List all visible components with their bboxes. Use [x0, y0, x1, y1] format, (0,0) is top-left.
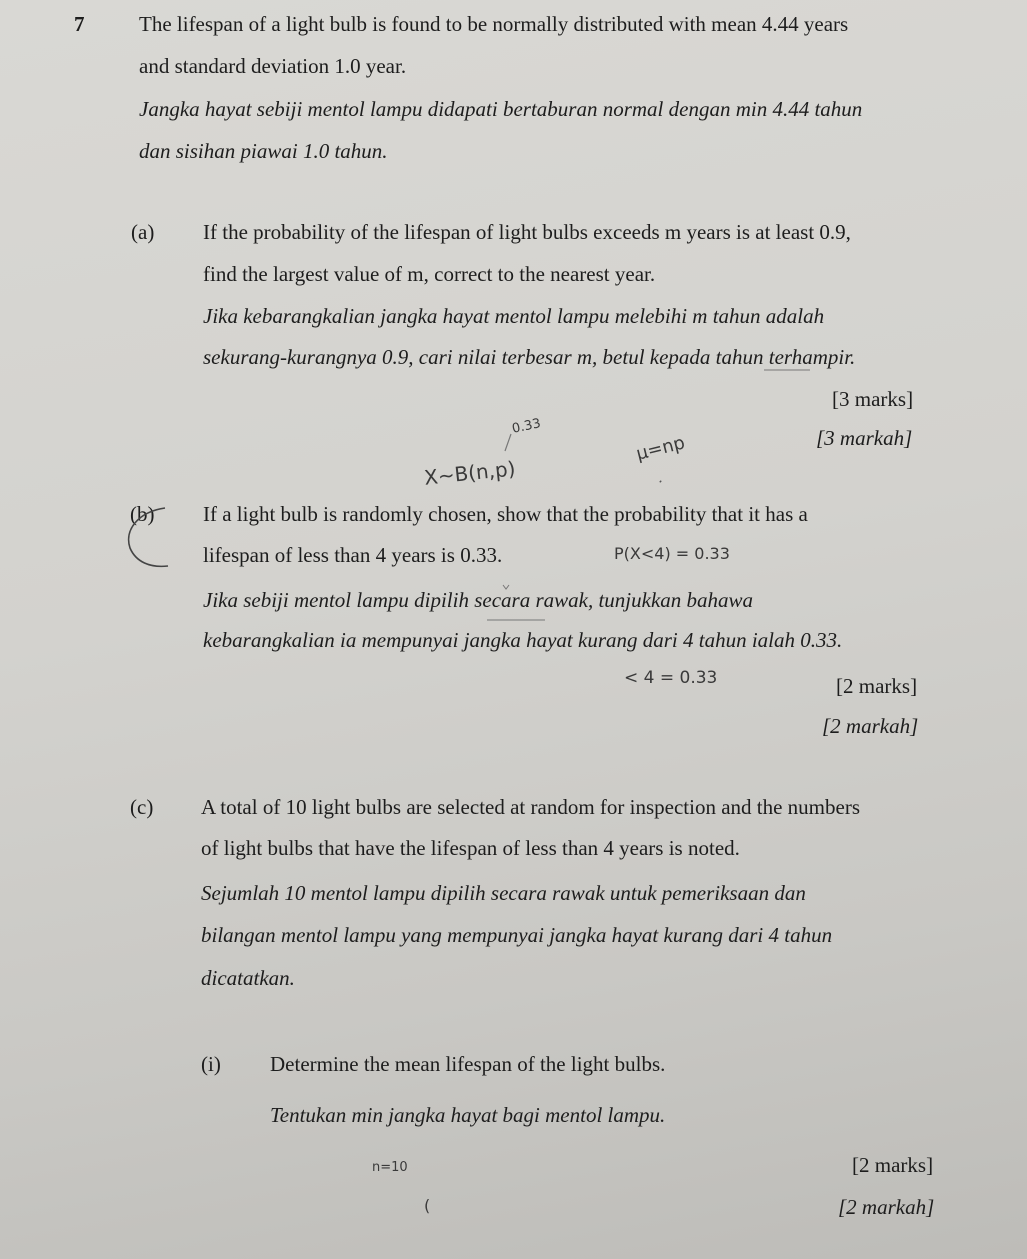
handwritten-note-c1: n=10 [372, 1160, 408, 1175]
part-c-i-marks-ms: [2 markah] [838, 1195, 935, 1219]
handwritten-note-a1: 0.33 [510, 416, 543, 437]
part-b-en-line1: If a light bulb is randomly chosen, show that the probability that it has a [203, 502, 808, 526]
part-c-ms-line3: dicatatkan. [201, 966, 295, 990]
handwritten-note-a2: X~B(n,p) [422, 456, 517, 490]
handwritten-note-b1: P(X<4) = 0.33 [614, 544, 730, 563]
part-a-marks-ms: [3 markah] [816, 426, 913, 450]
pencil-circle-b [129, 508, 168, 566]
question-intro-ms-line1: Jangka hayat sebiji mentol lampu didapati bertaburan normal dengan min 4.44 tahun [139, 97, 863, 121]
part-c-en-line1: A total of 10 light bulbs are selected at random for inspection and the numbers [201, 795, 860, 819]
part-a-marks-en: [3 marks] [832, 387, 914, 411]
part-c-en-line2: of light bulbs that have the lifespan of less than 4 years is noted. [201, 836, 740, 860]
pencil-mark-n [503, 585, 509, 589]
question-intro-ms-line2: dan sisihan piawai 1.0 tahun. [139, 139, 388, 163]
part-c-i-label: (i) [201, 1052, 221, 1076]
handwritten-note-b2: < 4 = 0.33 [624, 668, 718, 688]
part-b-label: (b) [130, 502, 155, 526]
part-a-en-line1: If the probability of the lifespan of light bulbs exceeds m years is at least 0.9, [203, 220, 851, 244]
part-c-label: (c) [130, 795, 154, 819]
part-a-ms-line2: sekurang-kurangnya 0.9, cari nilai terbesar m, betul kepada tahun terhampir. [203, 345, 856, 369]
part-a-label: (a) [131, 220, 155, 244]
question-number: 7 [74, 12, 85, 36]
handwritten-note-a3: μ=np [634, 432, 688, 465]
part-a-ms-line1: Jika kebarangkalian jangka hayat mentol lampu melebihi m tahun adalah [203, 304, 825, 328]
part-c-i-ms: Tentukan min jangka hayat bagi mentol lampu. [270, 1103, 666, 1127]
part-c-ms-line1: Sejumlah 10 mentol lampu dipilih secara rawak untuk pemeriksaan dan [201, 881, 806, 905]
part-b-marks-en: [2 marks] [836, 674, 918, 698]
question-intro-en-line2: and standard deviation 1.0 year. [139, 54, 407, 78]
part-c-ms-line2: bilangan mentol lampu yang mempunyai jangka hayat kurang dari 4 tahun [201, 923, 833, 947]
part-b-ms-line1: Jika sebiji mentol lampu dipilih secara rawak, tunjukkan bahawa [203, 588, 754, 612]
part-c-i-marks-en: [2 marks] [852, 1153, 934, 1177]
handwritten-note-c2: ( [424, 1196, 431, 1215]
part-c-i-en: Determine the mean lifespan of the light bulbs. [270, 1052, 666, 1076]
pencil-slash-a [505, 434, 511, 451]
pencil-dot-a [660, 481, 661, 482]
part-a-en-line2: find the largest value of m, correct to the nearest year. [203, 262, 656, 286]
part-b-marks-ms: [2 markah] [822, 714, 919, 738]
question-intro-en-line1: The lifespan of a light bulb is found to be normally distributed with mean 4.44 years [139, 12, 849, 36]
part-b-ms-line2: kebarangkalian ia mempunyai jangka hayat kurang dari 4 tahun ialah 0.33. [203, 628, 843, 652]
part-b-en-line2: lifespan of less than 4 years is 0.33. [203, 543, 503, 567]
